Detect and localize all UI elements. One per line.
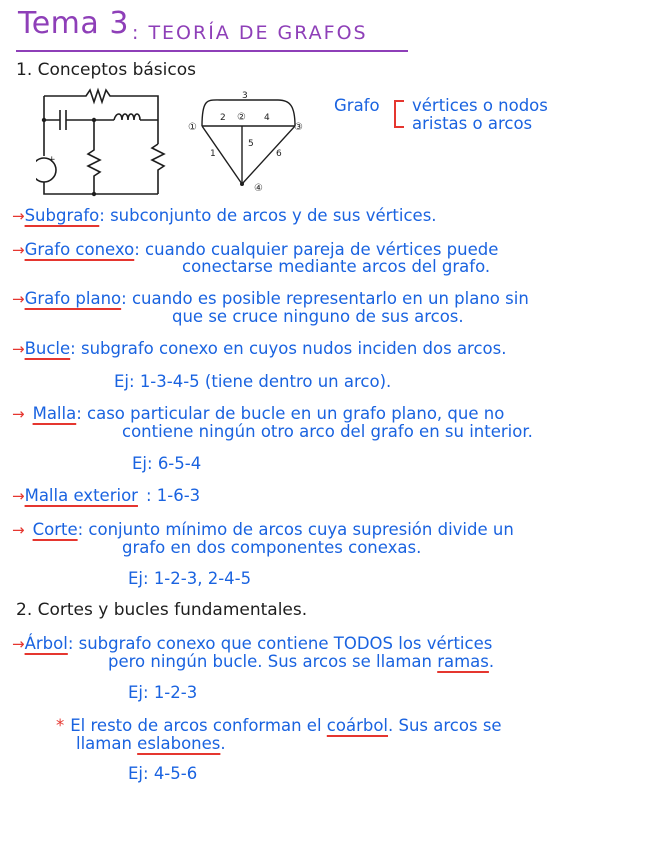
node-dot (240, 182, 244, 186)
ramas-term: ramas (437, 652, 489, 671)
grafo-conexo-line2: conectarse mediante arcos del grafo. (182, 257, 491, 276)
star-icon: * (56, 716, 65, 735)
arbol-entry (12, 634, 492, 653)
arrow-icon: → (12, 405, 25, 423)
graph-diagram (180, 88, 312, 196)
arbol-line1: : subgrafo conexo que contiene TODOS los vértices (67, 634, 493, 653)
arrow-icon: → (12, 635, 25, 653)
coarbol-line2-pre: llaman (76, 734, 138, 753)
arrow-icon: → (12, 241, 25, 259)
grafo-conexo-term: Grafo conexo (24, 240, 135, 259)
malla-exterior-text: : 1-6-3 (145, 486, 201, 505)
malla-exterior-term: Malla exterior (24, 486, 138, 505)
grafo-conexo-line1: : cuando cualquier pareja de vértices puede (134, 240, 499, 259)
malla-entry (12, 404, 504, 423)
corte-example: Ej: 1-2-3, 2-4-5 (128, 569, 252, 588)
malla-line1: : caso particular de bucle en un grafo plano, que no (76, 404, 505, 423)
coarbol-term: coárbol (326, 716, 389, 735)
edge-label-3: 3 (242, 91, 248, 101)
node-dot (92, 118, 96, 122)
coarbol-entry (56, 716, 502, 735)
corte-term: Corte (32, 520, 78, 539)
corte-line2: grafo en dos componentes conexas. (122, 538, 422, 557)
grafo-aristas: aristas o arcos (412, 114, 533, 133)
page-subtitle: : TEORÍA DE GRAFOS (132, 22, 368, 44)
arrow-icon: → (12, 487, 25, 505)
arrow-icon: → (12, 207, 25, 225)
grafo-plano-line2: que se cruce ninguno de sus arcos. (172, 307, 464, 326)
coarbol-line1-post: . Sus arcos se (388, 716, 502, 735)
circuit-diagram (36, 84, 171, 200)
corte-entry (12, 520, 514, 539)
bracket-icon (392, 99, 406, 129)
section-2-heading: 2. Cortes y bucles fundamentales. (16, 600, 308, 620)
edge-label-2: 2 (220, 113, 226, 123)
node-label-a: ① (188, 122, 197, 133)
page-title: Tema 3 (18, 6, 129, 41)
arrow-icon: → (12, 340, 25, 358)
arbol-line2-post: . (488, 652, 495, 671)
coarbol-line1-pre: El resto de arcos conforman el (70, 716, 327, 735)
grafo-label: Grafo (334, 96, 380, 115)
section-1-heading: 1. Conceptos básicos (16, 60, 196, 80)
node-dot (92, 192, 96, 196)
source-plus-label: + (48, 155, 56, 165)
eslabones-term: eslabones (137, 734, 221, 753)
bucle-example: Ej: 1-3-4-5 (tiene dentro un arco). (114, 372, 392, 391)
corte-line1: : conjunto mínimo de arcos cuya supresión divide un (77, 520, 514, 539)
bucle-term: Bucle (24, 339, 71, 358)
subgrafo-term: Subgrafo (24, 206, 100, 225)
coarbol-line2 (76, 734, 226, 753)
grafo-plano-term: Grafo plano (24, 289, 122, 308)
bucle-entry (12, 339, 507, 358)
grafo-plano-entry (12, 289, 529, 308)
arrow-icon: → (12, 290, 25, 308)
arbol-example: Ej: 1-2-3 (128, 683, 198, 702)
edge-label-1: 1 (210, 149, 216, 159)
malla-line2: contiene ningún otro arco del grafo en su interior. (122, 422, 533, 441)
grafo-plano-line1: : cuando es posible representarlo en un plano sin (121, 289, 529, 308)
node-label-b: ② (237, 112, 246, 123)
node-label-c: ③ (294, 122, 303, 133)
node-dot (42, 118, 46, 122)
edge-label-5: 5 (248, 139, 254, 149)
arbol-line2-pre: pero ningún bucle. Sus arcos se llaman (108, 652, 438, 671)
malla-exterior-entry (12, 486, 200, 505)
title-underline (16, 50, 408, 52)
coarbol-line2-post: . (220, 734, 226, 753)
node-label-d: ④ (254, 183, 263, 194)
grafo-vertices: vértices o nodos (412, 96, 548, 115)
malla-term: Malla (32, 404, 77, 423)
subgrafo-entry (12, 206, 437, 225)
arrow-icon: → (12, 521, 25, 539)
arbol-line2 (108, 652, 494, 671)
malla-example: Ej: 6-5-4 (132, 454, 202, 473)
edge-label-4: 4 (264, 113, 270, 123)
subgrafo-text: : subconjunto de arcos y de sus vértices. (99, 206, 437, 225)
bucle-line1: : subgrafo conexo en cuyos nudos inciden dos arcos. (70, 339, 507, 358)
arbol-term: Árbol (24, 634, 68, 653)
edge-label-6: 6 (276, 149, 282, 159)
coarbol-example: Ej: 4-5-6 (128, 764, 198, 783)
